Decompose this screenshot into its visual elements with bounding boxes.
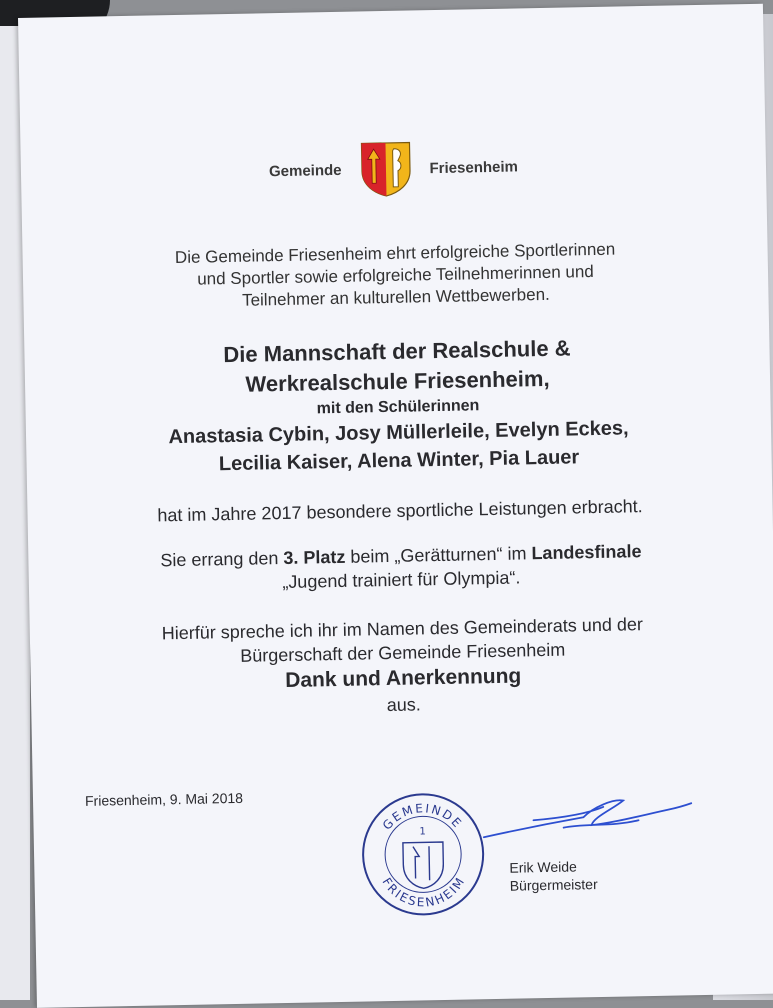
intro-line: Die Gemeinde Friesenheim ehrt erfolgreiche Sportlerinnen — [174, 239, 616, 268]
team-members-line: Lecilia Kaiser, Alena Winter, Pia Lauer — [218, 446, 580, 476]
thanks-line: Hierfür spreche ich ihr im Namen des Gemeinderats und der — [161, 614, 644, 644]
seal-number: 1 — [419, 826, 426, 838]
team-name-line: Die Mannschaft der Realschule & — [223, 335, 571, 368]
team-members-line: Anastasia Cybin, Josy Müllerleile, Evelyn Eckes, — [168, 417, 629, 449]
team-members-intro: mit den Schülerinnen — [316, 397, 480, 418]
letterhead — [20, 134, 766, 204]
placement-text: Sie errang den — [160, 548, 284, 571]
team-block — [24, 330, 772, 482]
mayor-signature — [463, 785, 694, 849]
thanks-paragraph — [30, 610, 773, 724]
signer-block — [509, 857, 598, 895]
placement-paragraph — [28, 537, 773, 599]
intro-line: Teilnehmer an kulturellen Wettbewerben. — [241, 284, 550, 310]
placement-text: beim „Gerätturnen“ im — [345, 543, 532, 567]
coat-of-arms-icon — [359, 140, 412, 197]
seal-top-text: GEMEINDE — [379, 801, 466, 833]
intro-line: und Sportler sowie erfolgreiche Teilnehmerinnen und — [197, 261, 594, 289]
placement-rank: 3. Platz — [283, 546, 346, 569]
letterhead-right-label: Friesenheim — [429, 157, 519, 177]
certificate-page — [18, 4, 773, 1008]
thanks-line: aus. — [386, 694, 421, 716]
place-and-date: Friesenheim, 9. Mai 2018 — [84, 789, 244, 809]
intro-paragraph — [22, 236, 768, 316]
letterhead-left-label: Gemeinde — [268, 161, 342, 180]
thanks-highlight: Dank und Anerkennung — [284, 664, 522, 692]
signer-name: Erik Weide — [509, 858, 577, 876]
placement-event: Landesfinale — [531, 541, 642, 564]
team-name-line: Werkrealschule Friesenheim, — [245, 365, 550, 397]
achievement-line: hat im Jahre 2017 besondere sportliche Leistungen erbracht. — [157, 496, 643, 526]
signer-title: Bürgermeister — [509, 876, 598, 894]
placement-competition: „Jugend trainiert für Olympia“. — [282, 567, 521, 593]
seal-bottom-text: FRIESENHEIM — [379, 873, 468, 910]
thanks-line: Bürgerschaft der Gemeinde Friesenheim — [240, 639, 566, 666]
